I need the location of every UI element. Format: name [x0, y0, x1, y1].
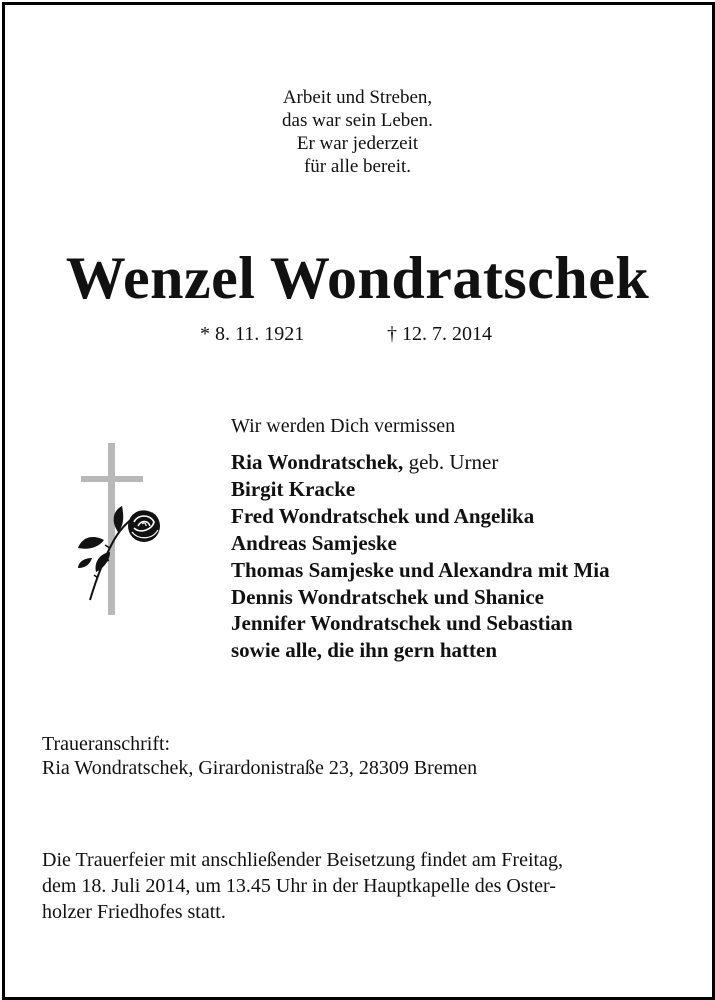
list-item: Andreas Samjeske	[231, 530, 397, 555]
poem-line-1: Arbeit und Streben,	[282, 87, 433, 108]
list-item: Birgit Kracke	[231, 476, 356, 501]
mourners-intro: Wir werden Dich vermissen	[231, 415, 456, 437]
poem-line-4: für alle bereit.	[303, 156, 412, 177]
funeral-notice	[42, 847, 692, 925]
address-line: Ria Wondratschek, Girardonistraße 23, 28309 Bremen	[42, 757, 478, 779]
poem-line-2: das war sein Leben.	[282, 110, 433, 131]
mourner-maiden-name: geb. Urner	[403, 450, 499, 474]
memorial-poem	[0, 86, 715, 178]
list-item: sowie alle, die ihn gern hatten	[231, 638, 497, 663]
mourner-name: Ria Wondratschek,	[231, 450, 404, 474]
poem-line-3: Er war jederzeit	[296, 133, 419, 154]
birth-date: * 8. 11. 1921	[200, 323, 305, 345]
deceased-name: Wenzel Wondratschek	[65, 245, 650, 311]
list-item	[231, 449, 610, 476]
funeral-line-1: Die Trauerfeier mit anschließender Beisetzung findet am Freitag,	[42, 849, 563, 871]
death-date: † 12. 7. 2014	[387, 323, 492, 345]
list-item: Jennifer Wondratschek und Sebastian	[231, 611, 573, 636]
list-item: Thomas Samjeske und Alexandra mit Mia	[231, 557, 610, 582]
funeral-line-2: dem 18. Juli 2014, um 13.45 Uhr in der Hauptkapelle des Oster-	[42, 875, 556, 897]
cross-with-rose-icon	[74, 440, 174, 620]
mourners-list	[231, 449, 610, 664]
list-item: Fred Wondratschek und Angelika	[231, 503, 535, 528]
funeral-line-3: holzer Friedhofes statt.	[42, 901, 226, 923]
address-label: Traueranschrift:	[42, 733, 171, 755]
list-item: Dennis Wondratschek und Shanice	[231, 584, 544, 609]
